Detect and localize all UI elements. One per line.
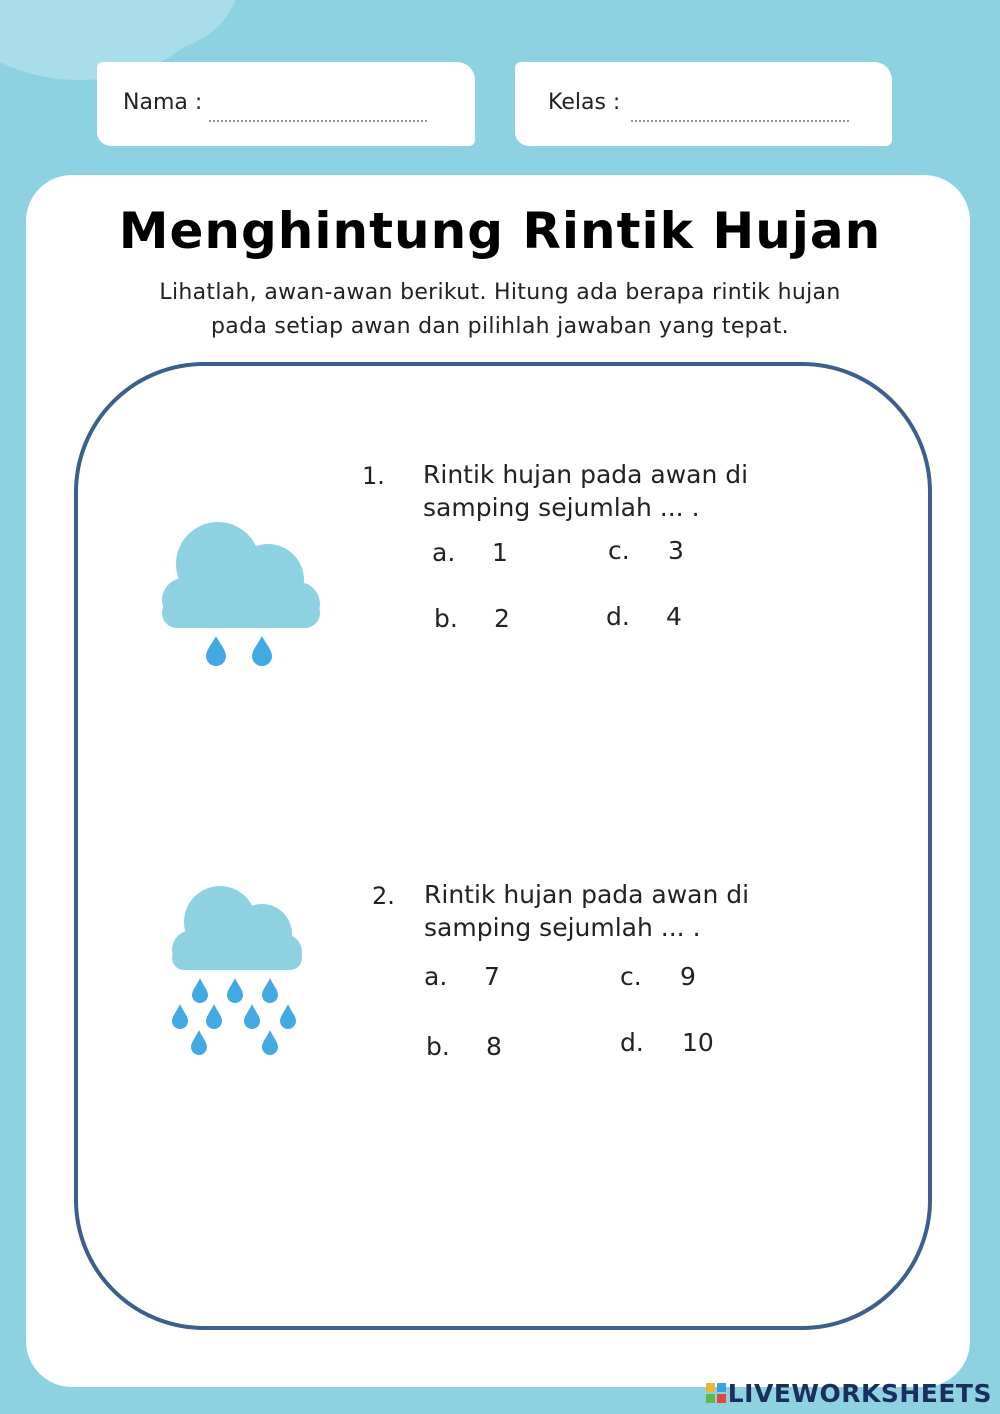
option-letter: c. [620,962,642,991]
raindrop [172,1004,188,1029]
option-value: 10 [682,1028,714,1057]
option-letter: d. [606,602,630,631]
instruction-line-2: pada setiap awan dan pilihlah jawaban yang tepat. [211,314,789,339]
question-text-1-line-2: samping sejumlah ... . [423,493,700,522]
class-dotted-line [631,120,849,122]
option-value: 8 [486,1032,502,1061]
instruction-line-1: Lihatlah, awan-awan berikut. Hitung ada berapa rintik hujan [159,280,841,305]
raindrop [262,1030,278,1055]
option-1b[interactable] [434,604,510,633]
option-letter: d. [620,1028,644,1057]
question-number-2: 2. [372,882,395,910]
raindrop [262,978,278,1003]
question-text-2 [424,878,749,944]
name-label: Nama : [123,90,203,115]
option-value: 2 [494,604,510,633]
option-value: 1 [492,538,508,567]
raindrop [191,1030,207,1055]
raindrop [252,636,272,666]
option-letter: a. [432,538,456,567]
raincloud-icon-q1 [156,518,324,670]
option-2a[interactable] [424,962,500,991]
option-value: 3 [668,536,684,565]
option-letter: b. [426,1032,450,1061]
class-field[interactable] [515,62,892,146]
option-letter: b. [434,604,458,633]
name-field[interactable] [97,62,475,146]
option-1a[interactable] [432,538,508,567]
option-value: 4 [666,602,682,631]
raindrop [206,1004,222,1029]
question-text-1 [423,458,748,524]
question-text-2-line-2: samping sejumlah ... . [424,913,701,942]
option-value: 7 [484,962,500,991]
class-label: Kelas : [548,90,621,115]
question-number-1: 1. [362,462,385,490]
raincloud-icon-q2 [166,884,306,1064]
raindrop [280,1004,296,1029]
liveworksheets-logo [706,1378,992,1408]
name-dotted-line [209,120,427,122]
option-letter: c. [608,536,630,565]
option-letter: a. [424,962,448,991]
logo-text: LIVEWORKSHEETS [727,1378,992,1408]
option-1c[interactable] [608,536,684,565]
raindrop [206,636,226,666]
raindrop [227,978,243,1003]
option-1d[interactable] [606,602,682,631]
option-2c[interactable] [620,962,696,991]
option-2b[interactable] [426,1032,502,1061]
raindrop [192,978,208,1003]
question-text-1-line-1: Rintik hujan pada awan di [423,460,749,489]
page-title: Menghintung Rintik Hujan [118,202,882,260]
question-text-2-line-1: Rintik hujan pada awan di [424,880,750,909]
option-value: 9 [680,962,696,991]
option-2d[interactable] [620,1028,714,1057]
logo-mark-icon [706,1383,726,1403]
raindrop [244,1004,260,1029]
